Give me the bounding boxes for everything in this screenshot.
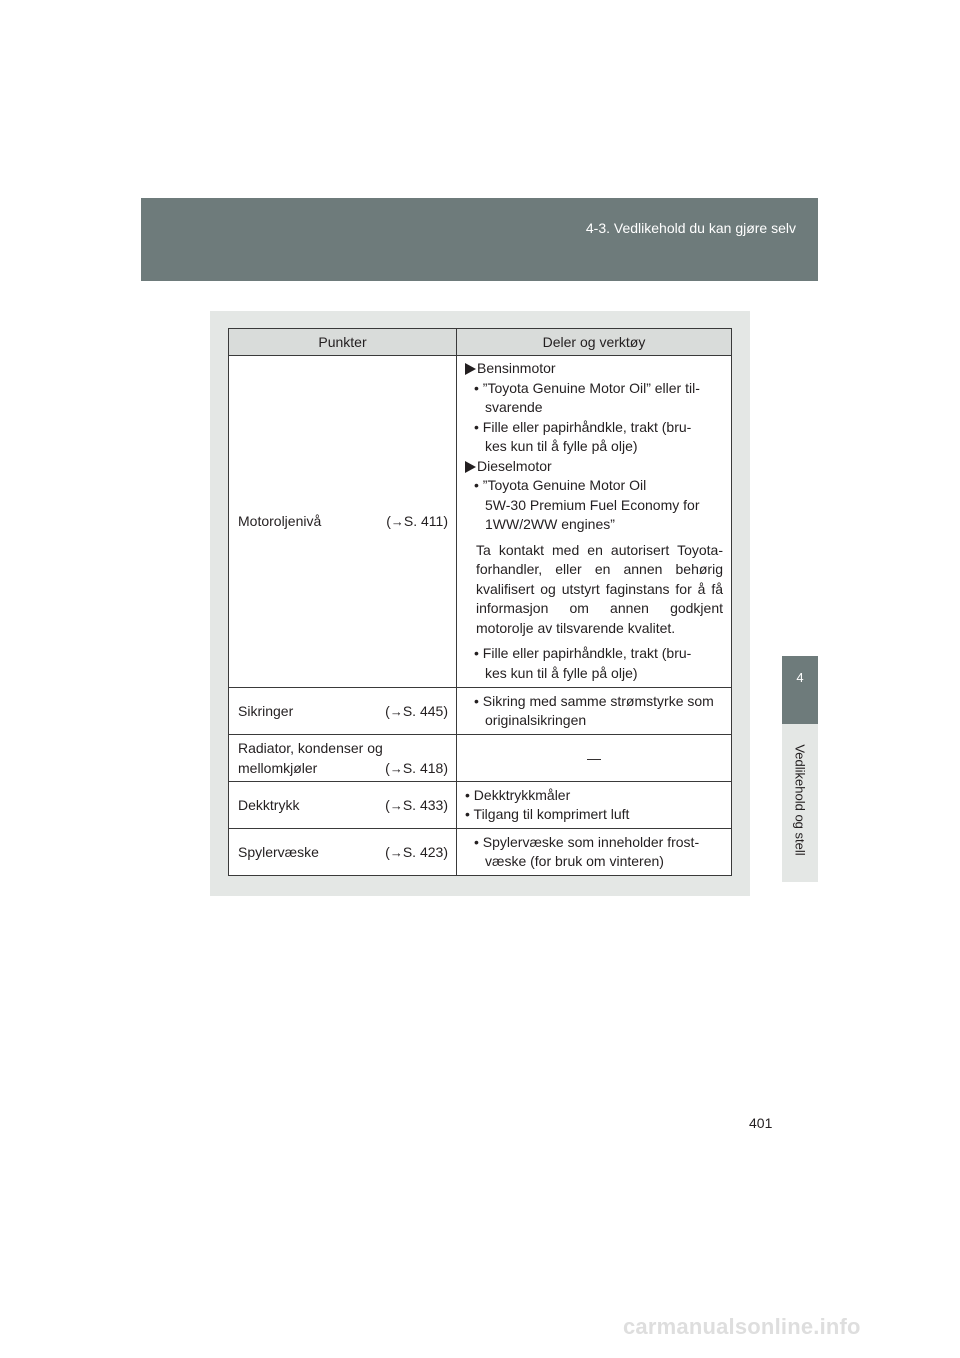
- item-cell: [229, 829, 457, 876]
- item-label: Motoroljenivå: [238, 513, 322, 529]
- item-label: Radiator, kondenser og: [238, 739, 383, 756]
- engine-heading: Dieselmotor: [465, 457, 723, 477]
- table-row: [229, 735, 732, 782]
- col-header-items: Punkter: [229, 329, 457, 356]
- list-item: • Spylervæske som inneholder frost- væske (for bruk om vinteren): [474, 833, 700, 869]
- tools-cell: [457, 735, 732, 782]
- item-cell: [229, 782, 457, 829]
- item-label: Sikringer: [238, 702, 294, 719]
- engine-heading: Bensinmotor: [465, 359, 723, 379]
- arrow-icon: →: [389, 703, 403, 719]
- arrow-icon: →: [389, 760, 403, 776]
- col-header-tools: Deler og verktøy: [457, 329, 732, 356]
- tools-cell: [457, 829, 732, 876]
- tools-cell: [457, 782, 732, 829]
- list-item: • ”Toyota Genuine Motor Oil” eller til- svarende: [474, 379, 700, 415]
- arrow-icon: →: [389, 844, 403, 860]
- arrow-icon: →: [389, 797, 403, 813]
- table-row: [229, 688, 732, 735]
- chapter-tab: [782, 656, 818, 724]
- list-item: • Tilgang til komprimert luft: [465, 806, 630, 822]
- arrow-icon: →: [390, 514, 404, 529]
- list-item: • Dekktrykkmåler: [465, 786, 571, 803]
- item-cell: [229, 735, 457, 782]
- parts-table: [228, 328, 732, 876]
- item-label: Dekktrykk: [238, 796, 300, 813]
- triangle-marker-icon: [465, 461, 476, 473]
- page-reference: (→S. 411): [386, 513, 448, 529]
- tools-cell: [457, 356, 732, 688]
- table-row: [229, 356, 732, 688]
- list-item: • Fille eller papirhåndkle, trakt (bru- kes kun til å fylle på olje): [474, 418, 692, 454]
- triangle-marker-icon: [465, 363, 476, 375]
- note-paragraph: Ta kontakt med en autorisert Toyota-forhandler, eller en annen behørig kvalifisert og utstyrt faginstans for å få informasjon om annen godkjent motorolje av tilsvarende kvalitet.: [476, 541, 723, 636]
- table-row: [229, 782, 732, 829]
- page-number: 401: [749, 1115, 773, 1131]
- list-item: • Fille eller papirhåndkle, trakt (bru- kes kun til å fylle på olje): [474, 645, 692, 681]
- page-reference: (→S. 445): [385, 702, 448, 719]
- watermark: carmanualsonline.info: [623, 1314, 861, 1339]
- item-label: mellomkjøler: [238, 759, 318, 776]
- page-reference: (→S. 423): [385, 843, 448, 860]
- item-label: Spylervæske: [238, 843, 319, 860]
- list-item: • ”Toyota Genuine Motor Oil 5W-30 Premium Fuel Economy for 1WW/2WW engines”: [474, 477, 700, 532]
- table-row: [229, 829, 732, 876]
- chapter-label: Vedlikehold og stell: [792, 744, 808, 856]
- section-title: 4-3. Vedlikehold du kan gjøre selv: [585, 220, 796, 236]
- item-cell: [229, 356, 457, 688]
- page-reference: (→S. 433): [385, 796, 448, 813]
- list-item: • Sikring med samme strømstyrke som originalsikringen: [474, 692, 714, 728]
- item-cell: [229, 688, 457, 735]
- table-header-row: [229, 329, 732, 356]
- tools-cell: [457, 688, 732, 735]
- empty-dash: —: [587, 750, 601, 766]
- section-header-band: [141, 198, 818, 281]
- chapter-number: 4: [796, 670, 804, 685]
- page-reference: (→S. 418): [385, 759, 448, 776]
